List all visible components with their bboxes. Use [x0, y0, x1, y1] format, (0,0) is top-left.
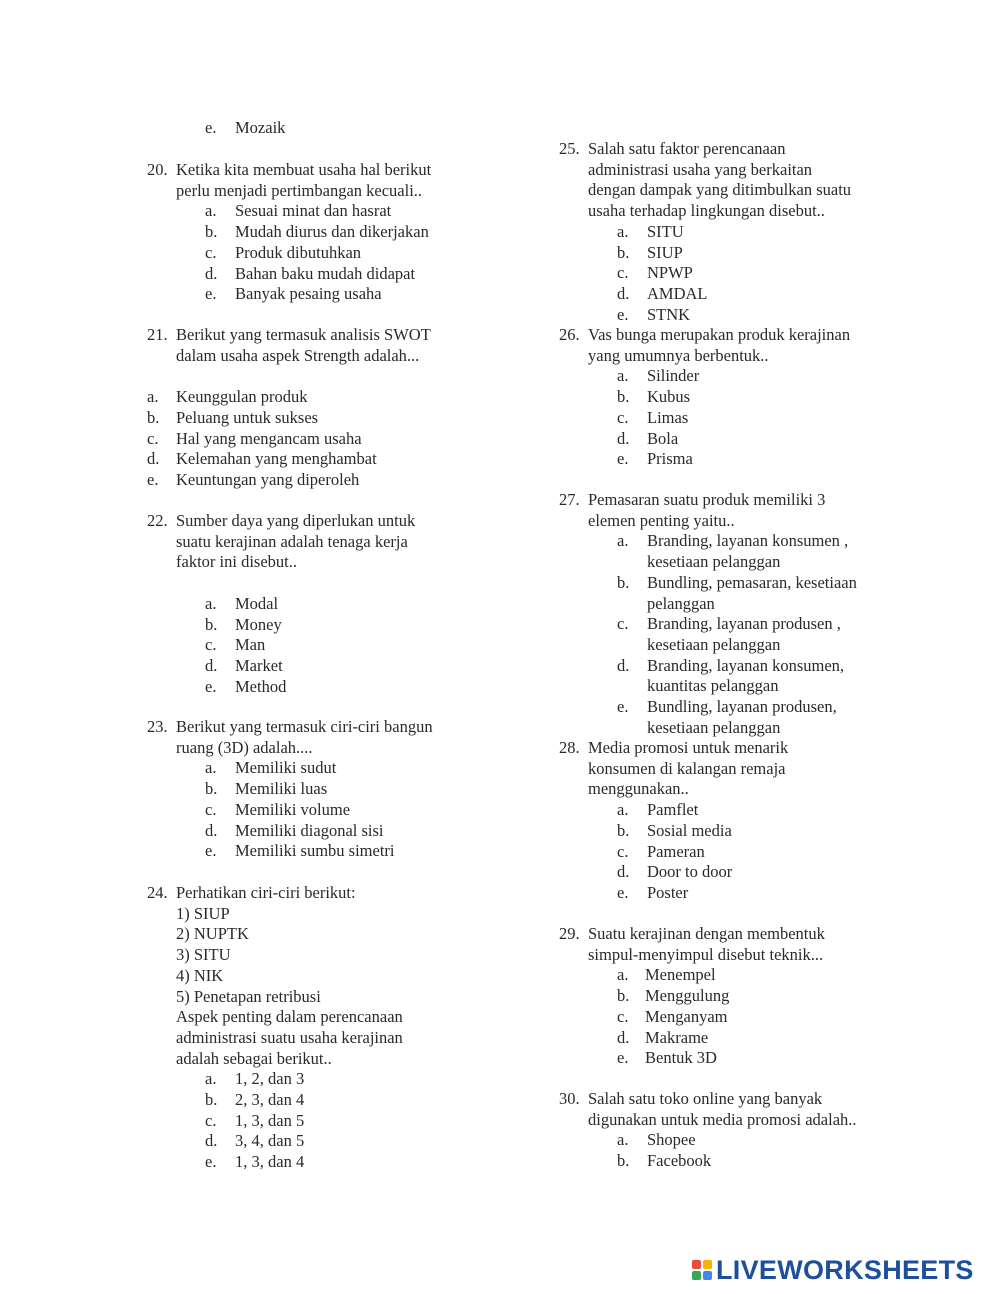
option-text[interactable]: Branding, layanan konsumen, [647, 655, 845, 675]
option-text[interactable]: Sesuai minat dan hasrat [235, 201, 392, 221]
question-text: Pemasaran suatu produk memiliki 3 [588, 490, 826, 509]
question-number: 28. [559, 738, 580, 757]
option-text[interactable]: Market [235, 655, 283, 675]
question-number: 25. [559, 139, 580, 158]
question-text: dengan dampak yang ditimbulkan suatu [588, 180, 852, 200]
option-letter: c. [205, 1110, 217, 1130]
option-text[interactable]: Pameran [647, 841, 705, 861]
question-text: digunakan untuk media promosi adalah.. [588, 1109, 857, 1129]
question-text: suatu kerajinan adalah tenaga kerja [176, 531, 408, 551]
question-text: perlu menjadi pertimbangan kecuali.. [176, 180, 423, 200]
logo-text: LIVEWORKSHEETS [716, 1254, 974, 1285]
question-number: 26. [559, 325, 580, 344]
option-letter: c. [617, 407, 629, 427]
option-text[interactable]: Branding, layanan konsumen , [647, 531, 849, 551]
option-letter: d. [617, 655, 630, 675]
option-letter: b. [617, 986, 630, 1006]
option-text[interactable]: Kubus [647, 387, 691, 407]
option-letter: e. [205, 841, 217, 861]
question-text: Sumber daya yang diperlukan untuk [176, 511, 416, 530]
option-text[interactable]: 3, 4, dan 5 [235, 1131, 305, 1151]
option-text[interactable]: 1, 2, dan 3 [235, 1069, 305, 1089]
option-text[interactable]: Limas [647, 407, 689, 427]
option-text[interactable]: SIUP [647, 242, 683, 262]
option-text[interactable]: SITU [647, 221, 684, 241]
option-text[interactable]: Sosial media [647, 820, 732, 840]
option-text[interactable]: 1, 3, dan 4 [235, 1152, 305, 1172]
option-text[interactable]: Bentuk 3D [645, 1048, 717, 1068]
option-text[interactable]: Memiliki diagonal sisi [235, 820, 384, 840]
option-letter: e. [205, 1152, 217, 1172]
option-letter: d. [205, 263, 218, 283]
option-text[interactable]: Memiliki sumbu simetri [235, 841, 395, 861]
option-letter: e. [205, 118, 217, 137]
option-text[interactable]: Banyak pesaing usaha [235, 284, 382, 304]
option-letter: d. [617, 428, 630, 448]
option-text[interactable]: Mudah diurus dan dikerjakan [235, 222, 429, 242]
option-letter: a. [617, 1130, 629, 1150]
option-text[interactable]: Branding, layanan produsen , [647, 614, 841, 634]
option-text[interactable]: STNK [647, 304, 691, 324]
option-text[interactable]: 1, 3, dan 5 [235, 1110, 305, 1130]
question-text: Vas bunga merupakan produk kerajinan [588, 325, 851, 344]
question-text: 5) Penetapan retribusi [176, 986, 321, 1006]
option-text[interactable]: Prisma [647, 449, 693, 469]
option-text[interactable]: Menggulung [645, 986, 730, 1006]
option-text[interactable]: Man [235, 635, 266, 655]
option-letter: c. [147, 428, 159, 448]
option-letter: c. [617, 263, 629, 283]
option-letter: a. [205, 1069, 217, 1089]
question-text: Salah satu faktor perencanaan [588, 139, 786, 158]
option-letter: e. [617, 882, 629, 902]
option-text[interactable]: Pamflet [647, 800, 699, 820]
option-letter: e. [617, 449, 629, 469]
option-text[interactable]: Bahan baku mudah didapat [235, 263, 416, 283]
option-letter: a. [617, 965, 629, 985]
option-text[interactable]: Door to door [647, 862, 733, 882]
option-letter: b. [205, 1090, 218, 1109]
option-letter: b. [205, 614, 218, 634]
option-letter: c. [205, 799, 217, 819]
option-letter: a. [617, 800, 629, 820]
option-text-continued[interactable]: pelanggan [647, 593, 715, 613]
option-letter: d. [617, 283, 630, 303]
option-text[interactable]: Shopee [647, 1130, 696, 1150]
option-letter: a. [205, 593, 217, 613]
option-letter: e. [147, 469, 159, 489]
option-letter: a. [205, 201, 217, 221]
option-text[interactable]: Silinder [647, 366, 700, 386]
option-text-continued[interactable]: kesetiaan pelanggan [647, 717, 781, 737]
option-letter: b. [205, 779, 218, 799]
question-text: Suatu kerajinan dengan membentuk [588, 924, 825, 943]
option-letter: a. [617, 221, 629, 241]
option-letter: d. [205, 820, 218, 840]
option-text[interactable]: Bundling, layanan produsen, [647, 697, 837, 716]
option-text[interactable]: Peluang untuk sukses [176, 407, 319, 427]
option-letter: a. [617, 366, 629, 386]
option-text[interactable]: Bola [647, 428, 679, 448]
option-letter: b. [147, 407, 160, 427]
question-text: Perhatikan ciri-ciri berikut: [176, 883, 356, 902]
option-letter: a. [617, 531, 629, 551]
option-letter: e. [617, 697, 629, 716]
question-text: Salah satu toko online yang banyak [588, 1089, 823, 1108]
option-text[interactable]: Bundling, pemasaran, kesetiaan [647, 572, 857, 592]
option-letter: c. [617, 614, 629, 634]
option-letter: d. [617, 1027, 630, 1047]
option-letter: c. [205, 635, 217, 655]
option-text[interactable]: NPWP [647, 263, 693, 283]
question-number: 27. [559, 490, 580, 509]
question-text: konsumen di kalangan remaja [588, 758, 786, 778]
option-letter: b. [205, 222, 218, 242]
question-text: elemen penting yaitu.. [588, 510, 735, 530]
option-text[interactable]: Keunggulan produk [176, 387, 308, 407]
option-text[interactable]: Keuntungan yang diperoleh [176, 469, 360, 489]
question-text: Aspek penting dalam perencanaan [176, 1007, 403, 1027]
option-text-continued[interactable]: kuantitas pelanggan [647, 676, 779, 696]
option-letter: c. [617, 1006, 629, 1026]
question-text: dalam usaha aspek Strength adalah... [176, 345, 420, 365]
option-text[interactable]: Memiliki volume [235, 799, 351, 819]
option-text[interactable]: Method [235, 676, 287, 696]
option-text[interactable]: AMDAL [647, 283, 708, 303]
question-text: menggunakan.. [588, 779, 689, 799]
question-number: 21. [147, 325, 168, 344]
question-text: Ketika kita membuat usaha hal berikut [176, 160, 432, 179]
option-text[interactable]: Hal yang mengancam usaha [176, 428, 362, 448]
option-letter: b. [617, 387, 630, 407]
option-text[interactable]: Menempel [645, 965, 716, 985]
option-text[interactable]: Kelemahan yang menghambat [176, 449, 377, 469]
option-text[interactable]: 2, 3, dan 4 [235, 1090, 305, 1109]
option-text[interactable]: Produk dibutuhkan [235, 242, 362, 262]
option-text[interactable]: Mozaik [235, 118, 286, 137]
question-text: 2) NUPTK [176, 924, 249, 944]
option-letter: b. [617, 1151, 630, 1171]
option-text-continued[interactable]: kesetiaan pelanggan [647, 634, 781, 654]
question-number: 24. [147, 883, 168, 902]
option-text-continued[interactable]: kesetiaan pelanggan [647, 552, 781, 572]
option-letter: e. [617, 1048, 629, 1068]
question-text: 4) NIK [176, 965, 224, 985]
option-letter: c. [617, 841, 629, 861]
question-text: Media promosi untuk menarik [588, 738, 789, 757]
question-text: 3) SITU [176, 945, 231, 965]
option-letter: d. [147, 449, 160, 469]
question-number: 20. [147, 160, 168, 179]
option-text[interactable]: Modal [235, 593, 279, 613]
question-text: 1) SIUP [176, 903, 230, 923]
question-text: Berikut yang termasuk analisis SWOT [176, 325, 431, 344]
question-number: 30. [559, 1089, 580, 1108]
question-text: adalah sebagai berikut.. [176, 1048, 332, 1068]
question-number: 29. [559, 924, 580, 943]
option-text[interactable]: Makrame [645, 1027, 709, 1047]
option-letter: b. [617, 820, 630, 840]
logo-icon [692, 1260, 712, 1280]
option-letter: d. [205, 655, 218, 675]
option-letter: b. [617, 242, 630, 262]
question-text: administrasi usaha yang berkaitan [588, 159, 813, 179]
question-text: simpul-menyimpul disebut teknik... [588, 944, 824, 964]
option-text[interactable]: Memiliki luas [235, 779, 328, 799]
option-text[interactable]: Money [235, 614, 282, 634]
option-text[interactable]: Poster [647, 882, 689, 902]
question-text: ruang (3D) adalah.... [176, 737, 313, 757]
question-text: administrasi suatu usaha kerajinan [176, 1027, 403, 1047]
option-letter: d. [617, 862, 630, 882]
option-letter: c. [205, 242, 217, 262]
question-number: 23. [147, 717, 168, 736]
question-text: faktor ini disebut.. [176, 552, 297, 572]
question-text: Berikut yang termasuk ciri-ciri bangun [176, 717, 433, 736]
question-number: 22. [147, 511, 168, 530]
liveworksheets-logo [692, 1255, 974, 1285]
option-letter: a. [205, 758, 217, 778]
option-text[interactable]: Menganyam [645, 1006, 728, 1026]
option-letter: d. [205, 1131, 218, 1151]
question-text: usaha terhadap lingkungan disebut.. [588, 201, 825, 221]
option-letter: e. [205, 284, 217, 304]
option-letter: b. [617, 572, 630, 592]
option-text[interactable]: Memiliki sudut [235, 758, 337, 778]
option-letter: a. [147, 387, 159, 407]
option-letter: e. [617, 304, 629, 324]
option-text[interactable]: Facebook [647, 1151, 712, 1171]
option-letter: e. [205, 676, 217, 696]
question-text: yang umumnya berbentuk.. [588, 345, 769, 365]
